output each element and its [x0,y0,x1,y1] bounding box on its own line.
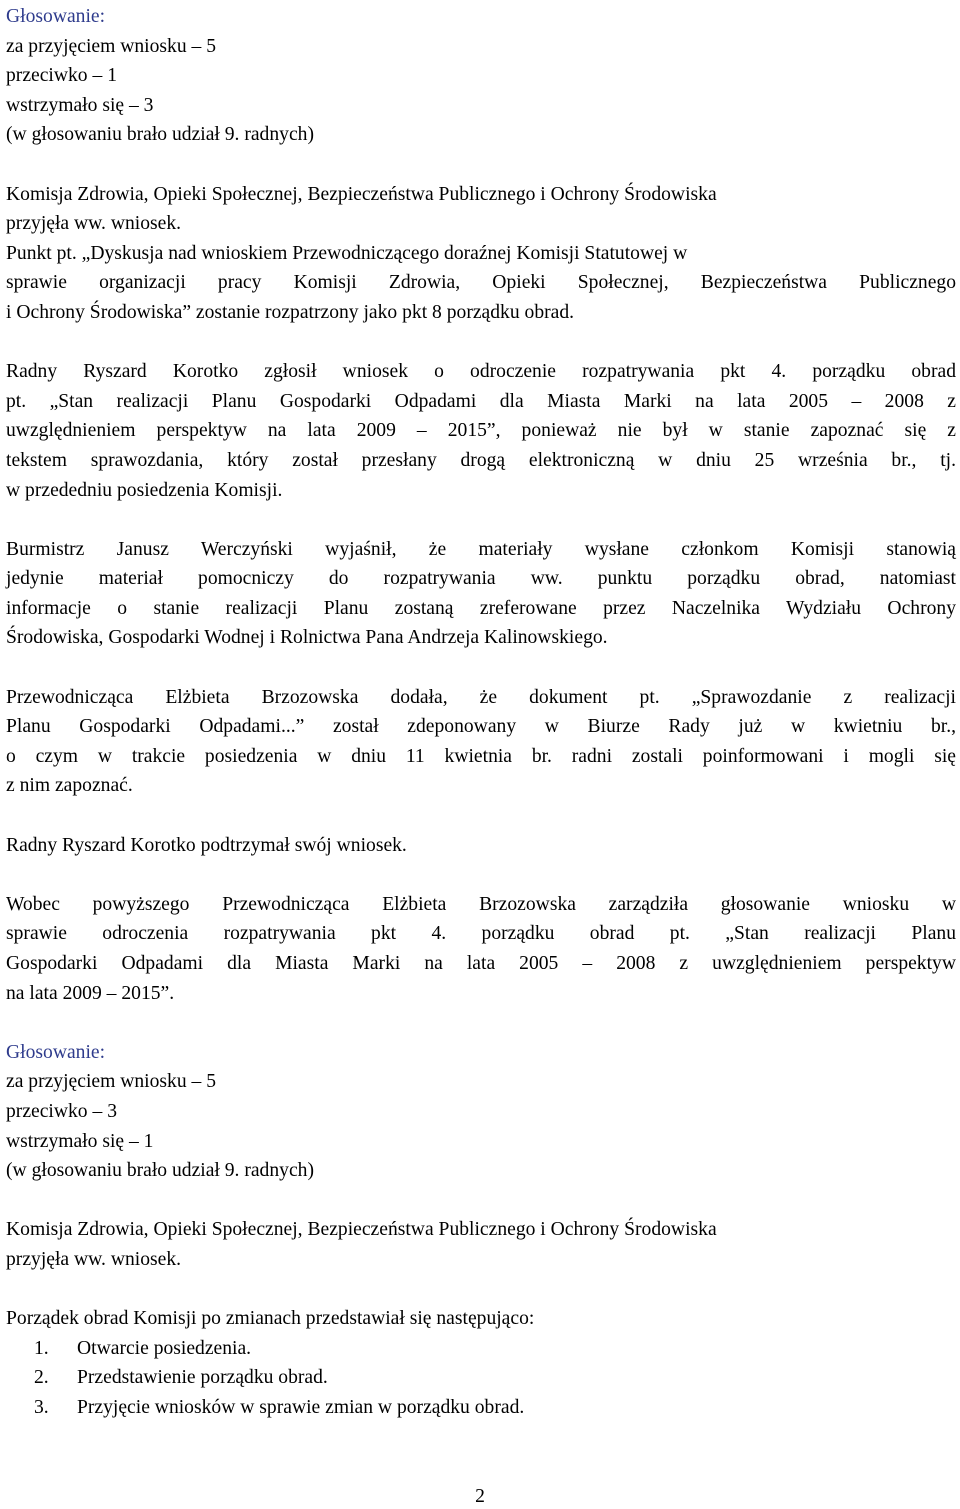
paragraph-line: jedynie materiał pomocniczy do rozpatrywania ww. punktu porządku obrad, natomiast [6,568,956,590]
vote-for: za przyjęciem wniosku – 5 [6,35,217,57]
agenda-item-text: Przedstawienie porządku obrad. [77,1367,328,1389]
paragraph-line: uwzględnieniem perspektyw na lata 2009 – 2015”, ponieważ nie był w stanie zapoznać się z [6,420,956,442]
result-line: Komisja Zdrowia, Opieki Społecznej, Bezpieczeństwa Publicznego i Ochrony Środowiska [6,183,717,205]
agenda-item-text: Przyjęcie wniosków w sprawie zmian w porządku obrad. [77,1396,525,1418]
paragraph-line: sprawie odroczenia rozpatrywania pkt 4. porządku obrad pt. „Stan realizacji Planu [6,923,956,945]
vote-participants: (w głosowaniu brało udział 9. radnych) [6,1160,314,1182]
paragraph-line: Punkt pt. „Dyskusja nad wnioskiem Przewodniczącego doraźnej Komisji Statutowej w [6,242,688,264]
paragraph-line: informacje o stanie realizacji Planu zostaną zreferowane przez Naczelnika Wydziału Ochrony [6,597,956,619]
vote-for: za przyjęciem wniosku – 5 [6,1071,217,1093]
spacer [6,1275,956,1305]
agenda-item-text: Otwarcie posiedzenia. [77,1337,252,1359]
result-line: przyjęła ww. wniosek. [6,1248,182,1270]
paragraph-line: tekstem sprawozdania, który został przesłany drogą elektroniczną w dniu 25 września br., tj. [6,449,956,471]
vote-against: przeciwko – 3 [6,1100,117,1122]
spacer [6,653,956,683]
result-line: Komisja Zdrowia, Opieki Społecznej, Bezpieczeństwa Publicznego i Ochrony Środowiska [6,1219,717,1241]
paragraph-line: Radny Ryszard Korotko zgłosił wniosek o odroczenie rozpatrywania pkt 4. porządku obrad [6,361,956,383]
paragraph-line: w przededniu posiedzenia Komisji. [6,479,283,501]
document-page [6,2,956,1423]
vote-abstain: wstrzymało się – 3 [6,94,154,116]
vote-heading: Głosowanie: [6,1041,106,1063]
spacer [6,505,956,535]
paragraph-line: Przewodnicząca Elżbieta Brzozowska dodała, że dokument pt. „Sprawozdanie z realizacji [6,686,956,708]
paragraph-line: sprawie organizacji pracy Komisji Zdrowia, Opieki Społecznej, Bezpieczeństwa Publicznego [6,272,956,294]
paragraph-line: Radny Ryszard Korotko podtrzymał swój wniosek. [6,834,407,856]
paragraph-line: Gospodarki Odpadami dla Miasta Marki na lata 2005 – 2008 z uwzględnieniem perspektyw [6,953,956,974]
spacer [6,1008,956,1038]
spacer [6,1186,956,1216]
paragraph-line: Planu Gospodarki Odpadami...” został zdeponowany w Biurze Rady już w kwietniu br., [6,716,956,738]
agenda-item-number: 1. [34,1337,49,1359]
spacer [6,801,956,831]
paragraph-line: na lata 2009 – 2015”. [6,982,175,1004]
agenda-item-number: 3. [34,1396,49,1418]
paragraph-line: z nim zapoznać. [6,775,133,797]
vote-against: przeciwko – 1 [6,65,117,87]
agenda-item-number: 2. [34,1367,49,1389]
page-number: 2 [475,1486,485,1507]
agenda-item [6,1334,956,1364]
vote-heading: Głosowanie: [6,6,106,27]
vote-abstain: wstrzymało się – 1 [6,1130,154,1152]
paragraph-line: Burmistrz Janusz Werczyński wyjaśnił, że materiały wysłane członkom Komisji stanowią [6,538,956,560]
paragraph-line: pt. „Stan realizacji Planu Gospodarki Odpadami dla Miasta Marki na lata 2005 – 2008 z [6,390,956,412]
result-line: przyjęła ww. wniosek. [6,213,182,235]
paragraph-line: Środowiska, Gospodarki Wodnej i Rolnictwa Pana Andrzeja Kalinowskiego. [6,627,608,649]
paragraph-line: i Ochrony Środowiska” zostanie rozpatrzony jako pkt 8 porządku obrad. [6,301,575,323]
spacer [6,150,956,180]
agenda-item [6,1363,956,1393]
agenda-intro: Porządek obrad Komisji po zmianach przedstawiał się następująco: [6,1308,535,1330]
vote-participants: (w głosowaniu brało udział 9. radnych) [6,124,314,146]
paragraph-line: Wobec powyższego Przewodnicząca Elżbieta Brzozowska zarządziła głosowanie wniosku w [6,893,956,915]
agenda-item [6,1393,956,1423]
paragraph-line: o czym w trakcie posiedzenia w dniu 11 kwietnia br. radni zostali poinformowani i mogli się [6,745,956,767]
spacer [6,860,956,890]
spacer [6,328,956,358]
